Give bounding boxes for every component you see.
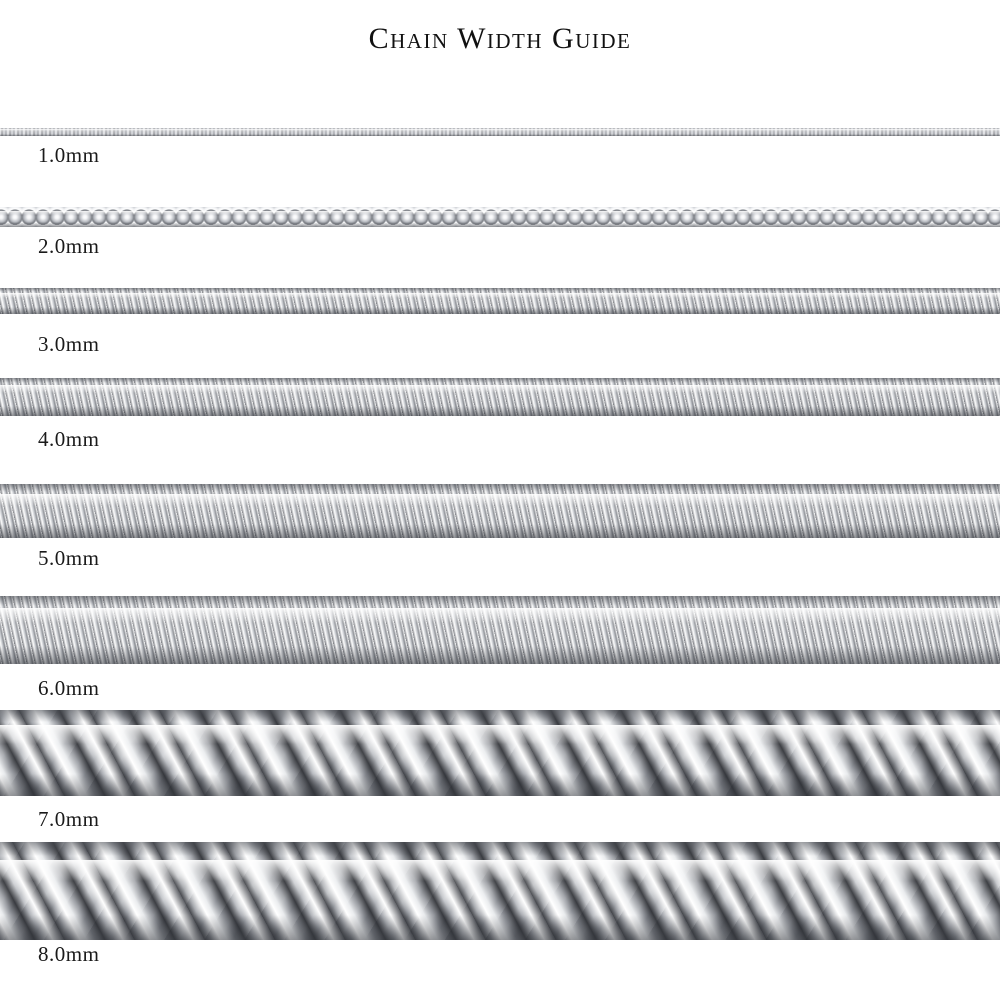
chain-label-4-0mm: 4.0mm xyxy=(38,427,100,451)
chain-sample-6-0mm xyxy=(0,596,1000,664)
chain-texture xyxy=(0,378,1000,416)
chain-texture xyxy=(0,128,1000,136)
page-title: Chain Width Guide xyxy=(368,22,632,55)
chain-sample-4-0mm xyxy=(0,378,1000,416)
chain-sample-5-0mm xyxy=(0,484,1000,538)
chain-texture xyxy=(0,207,1000,227)
chain-label-6-0mm: 6.0mm xyxy=(38,676,100,700)
chain-texture xyxy=(0,484,1000,538)
chain-texture xyxy=(0,288,1000,314)
chain-label-8-0mm: 8.0mm xyxy=(38,942,100,966)
chain-texture xyxy=(0,710,1000,796)
chain-texture xyxy=(0,842,1000,940)
chain-label-1-0mm: 1.0mm xyxy=(38,143,100,167)
chain-sample-8-0mm xyxy=(0,842,1000,940)
chain-label-5-0mm: 5.0mm xyxy=(38,546,100,570)
chain-label-7-0mm: 7.0mm xyxy=(38,807,100,831)
chain-sample-7-0mm xyxy=(0,710,1000,796)
chain-texture xyxy=(0,596,1000,664)
chain-sample-2-0mm xyxy=(0,207,1000,227)
chain-label-3-0mm: 3.0mm xyxy=(38,332,100,356)
chain-sample-1-0mm xyxy=(0,128,1000,136)
chain-sample-3-0mm xyxy=(0,288,1000,314)
chain-label-2-0mm: 2.0mm xyxy=(38,234,100,258)
